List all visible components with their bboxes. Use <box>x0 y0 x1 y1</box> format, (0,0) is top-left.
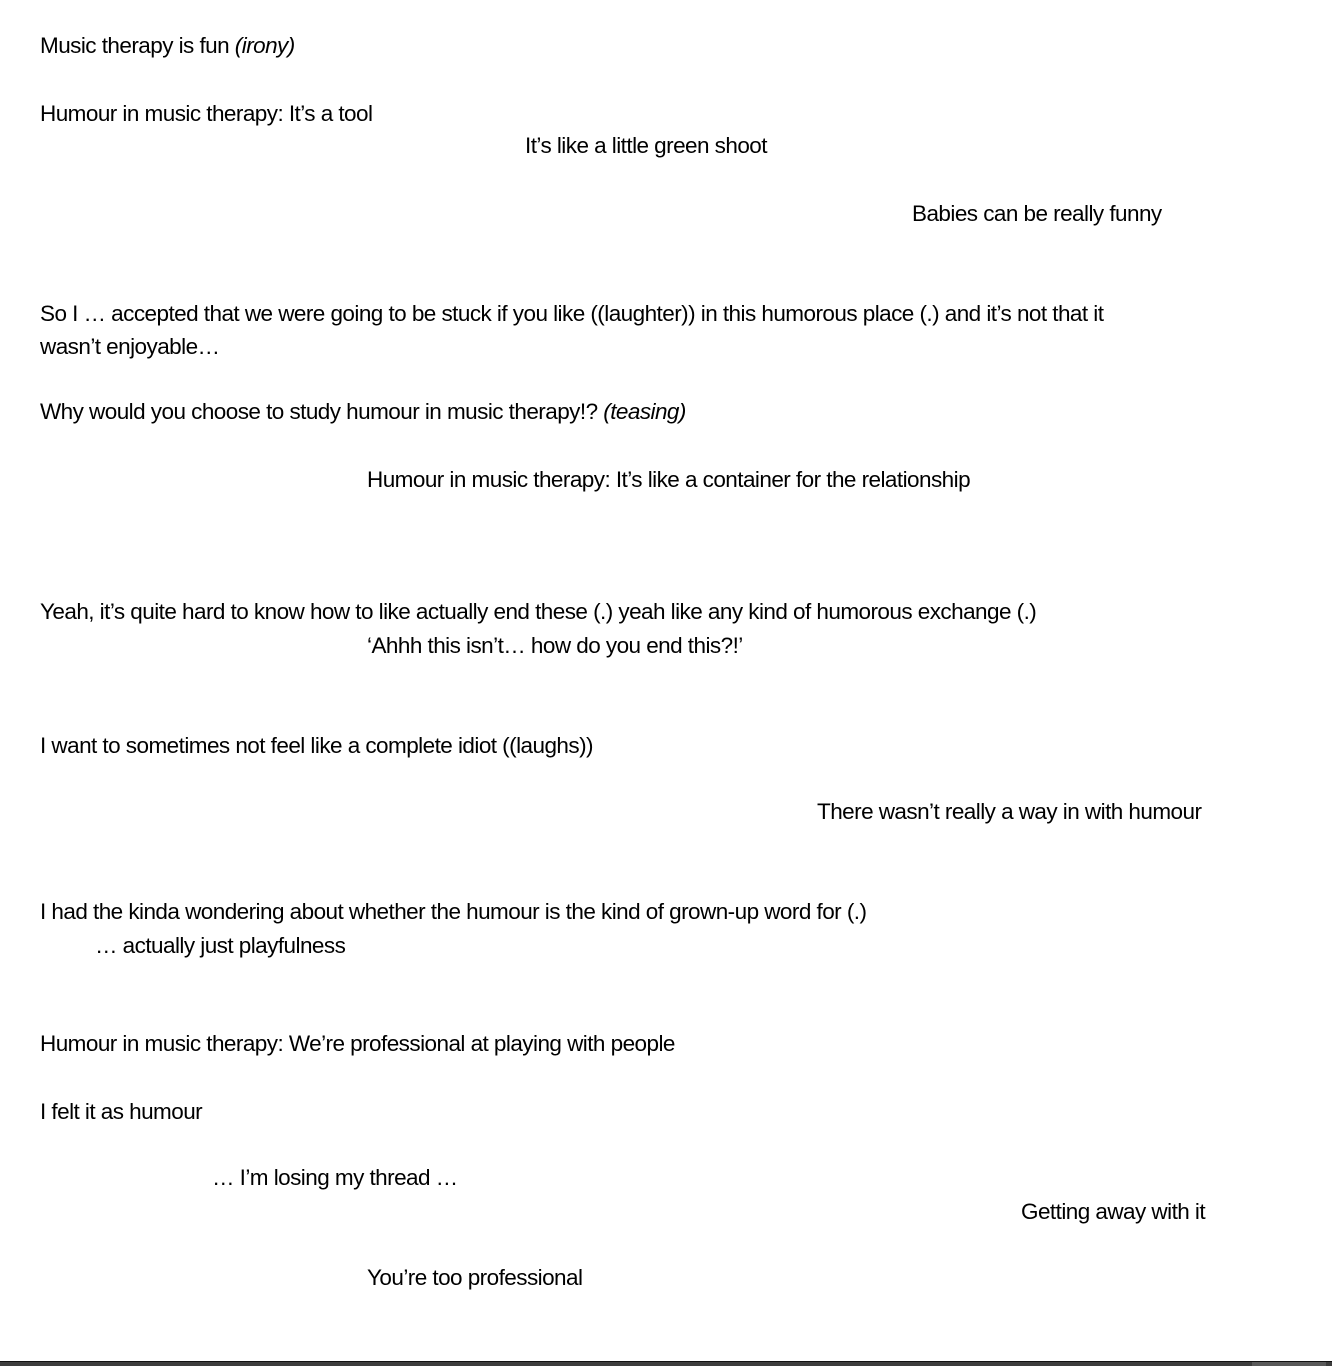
text-line-too-professional: You’re too professional <box>367 1265 583 1290</box>
text-line-complete-idiot: I want to sometimes not feel like a complete idiot ((laughs)) <box>40 733 593 758</box>
text-line-no-way-in: There wasn’t really a way in with humour <box>817 799 1202 824</box>
annotation-teasing: (teasing) <box>603 399 686 424</box>
text-line-getting-away-with-it: Getting away with it <box>1021 1199 1206 1224</box>
text-line-stuck-humorous-place: So I … accepted that we were going to be stuck if you like ((laughter)) in this humorous place (.) and it’s not that it <box>40 301 1104 326</box>
scrollbar-thumb[interactable] <box>1252 1362 1326 1366</box>
text-line-how-do-you-end-this: ‘Ahhh this isn’t… how do you end this?!’ <box>367 633 743 658</box>
text-line-playfulness: … actually just playfulness <box>95 933 346 958</box>
text-line-green-shoot: It’s like a little green shoot <box>525 133 767 158</box>
line-text: Why would you choose to study humour in music therapy!? <box>40 399 604 424</box>
text-line-music-therapy-is-fun <box>40 29 295 63</box>
line-text: Music therapy is fun <box>40 33 235 58</box>
text-line-wasnt-enjoyable: wasn’t enjoyable… <box>40 334 220 359</box>
annotation-irony: (irony) <box>234 33 295 58</box>
text-line-hard-to-end: Yeah, it’s quite hard to know how to like actually end these (.) yeah like any kind of humorous exchange (.) <box>40 599 1037 624</box>
text-line-babies-funny: Babies can be really funny <box>912 201 1162 226</box>
text-line-professional-at-playing: Humour in music therapy: We’re professional at playing with people <box>40 1031 675 1056</box>
text-line-why-study-humour <box>40 395 686 429</box>
text-line-its-a-tool: Humour in music therapy: It’s a tool <box>40 101 373 126</box>
text-line-felt-it-as-humour: I felt it as humour <box>40 1099 203 1124</box>
text-line-losing-my-thread: … I’m losing my thread … <box>212 1165 458 1190</box>
text-line-container-relationship: Humour in music therapy: It’s like a container for the relationship <box>367 467 971 492</box>
text-line-grown-up-word: I had the kinda wondering about whether the humour is the kind of grown-up word for (.) <box>40 899 867 924</box>
bottom-scrollbar[interactable] <box>0 1361 1332 1366</box>
